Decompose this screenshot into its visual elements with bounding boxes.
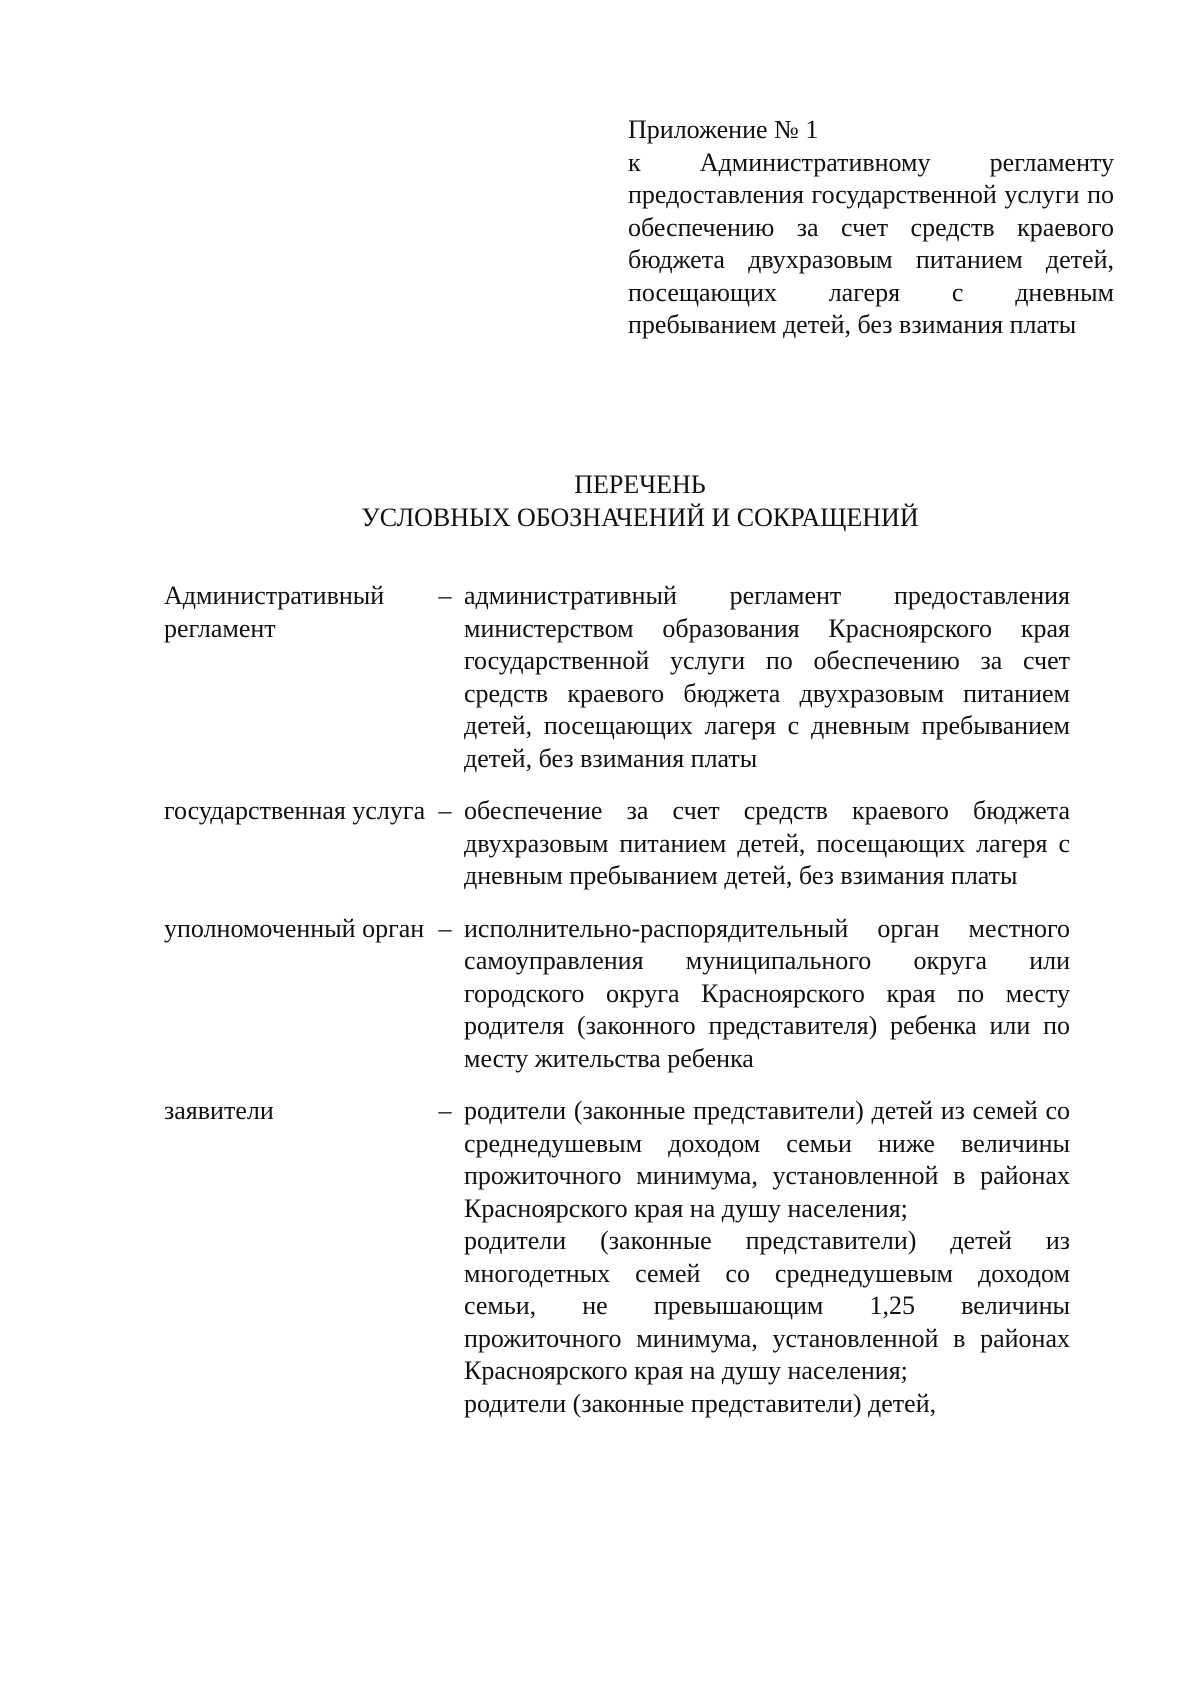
glossary-term: государственная услуга bbox=[164, 796, 426, 825]
document-heading bbox=[0, 468, 1200, 534]
glossary-dash: – bbox=[438, 581, 452, 610]
glossary-definition: обеспечение за счет средств краевого бюджета двухразовым питанием детей, посещающих лагеря с дневным пребыванием детей, без взимания платы bbox=[464, 796, 1070, 890]
glossary-definitions bbox=[464, 580, 1070, 775]
heading-line-1: ПЕРЕЧЕНЬ bbox=[574, 470, 706, 499]
glossary-entry bbox=[164, 1095, 1070, 1420]
glossary-entry bbox=[164, 913, 1070, 1076]
glossary-entry bbox=[164, 580, 1070, 775]
glossary-definition: исполнительно-распорядительный орган местного самоуправления муниципального округа или городского округа Красноярского края по месту родителя (законного представителя) ребенка или по месту жительства ребенка bbox=[464, 913, 1070, 1073]
glossary-term: уполномоченный орган bbox=[164, 913, 425, 943]
glossary-list bbox=[164, 580, 1070, 1440]
appendix-block bbox=[628, 114, 1114, 342]
glossary-dash: – bbox=[438, 913, 452, 943]
glossary-dash: – bbox=[438, 796, 452, 825]
glossary-definitions bbox=[464, 1095, 1070, 1420]
glossary-dash: – bbox=[438, 1096, 452, 1125]
glossary-term: заявители bbox=[164, 1096, 274, 1125]
glossary-entry bbox=[164, 795, 1070, 893]
appendix-title: Приложение № 1 bbox=[628, 115, 819, 144]
glossary-definition: административный регламент предоставления министерством образования Красноярского края государственной услуги по обеспечению за счет средств краевого бюджета двухразовым питанием детей, посещающих лагеря с дневным пребыванием детей, без взимания платы bbox=[464, 581, 1070, 773]
glossary-definition: родители (законные представители) детей из семей со среднедушевым доходом семьи ниже величины прожиточного минимума, установленной в районах Красноярского края на душу населения; bbox=[464, 1096, 1070, 1223]
glossary-term: Административный регламент bbox=[164, 581, 385, 643]
heading-line-2: УСЛОВНЫХ ОБОЗНАЧЕНИЙ И СОКРАЩЕНИЙ bbox=[361, 503, 919, 532]
glossary-definitions bbox=[464, 913, 1070, 1076]
glossary-definitions bbox=[464, 795, 1070, 893]
glossary-definition: родители (законные представители) детей из многодетных семей со среднедушевым доходом семьи, не превышающим 1,25 величины прожиточного минимума, установленной в районах Красноярского края на душу населения; bbox=[464, 1226, 1070, 1385]
appendix-body: к Административному регламенту предоставления государственной услуги по обеспечению за счет средств краевого бюджета двухразовым питанием детей, посещающих лагеря с дневным пребыванием детей, без взимания платы bbox=[628, 147, 1114, 339]
glossary-definition: родители (законные представители) детей, bbox=[464, 1388, 937, 1418]
